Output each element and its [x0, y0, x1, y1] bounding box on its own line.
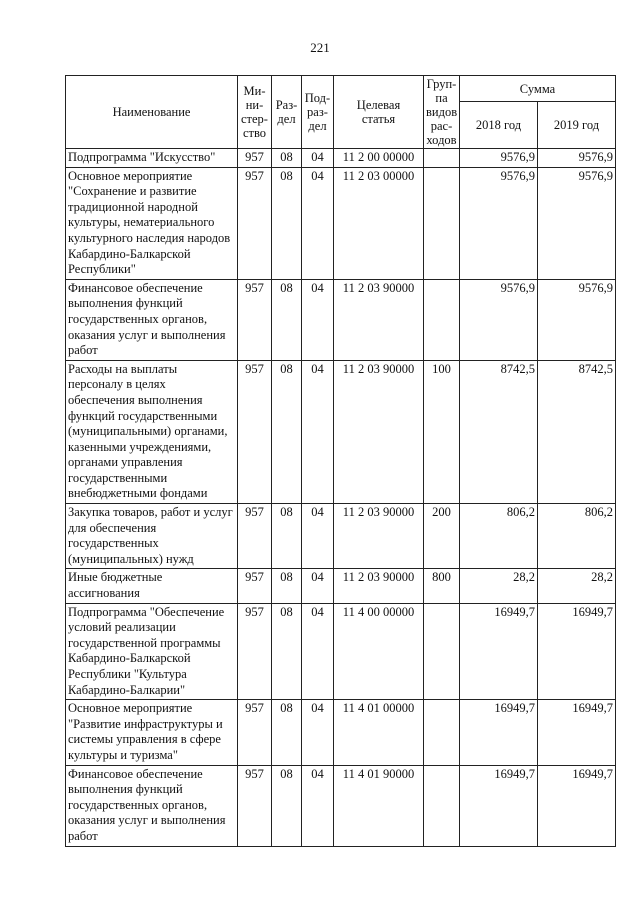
cell-subsection: 04: [302, 700, 334, 765]
cell-2019: 16949,7: [538, 700, 616, 765]
cell-group: [424, 700, 460, 765]
cell-ministry: 957: [238, 504, 272, 569]
cell-ministry: 957: [238, 279, 272, 360]
cell-subsection: 04: [302, 765, 334, 846]
cell-group: [424, 149, 460, 168]
cell-2018: 9576,9: [460, 149, 538, 168]
header-section: Раз- дел: [272, 76, 302, 149]
cell-ministry: 957: [238, 603, 272, 700]
cell-ministry: 957: [238, 700, 272, 765]
table-row: [66, 603, 616, 700]
cell-2018: 16949,7: [460, 700, 538, 765]
cell-name: Основное мероприятие "Сохранение и развитие традиционной народной культуры, нематериального культурного наследия народов Кабардино-Балкарской Республики": [66, 167, 238, 279]
cell-name: Основное мероприятие "Развитие инфраструктуры и системы управления в сфере культуры и туризма": [66, 700, 238, 765]
cell-section: 08: [272, 504, 302, 569]
cell-2018: 28,2: [460, 569, 538, 603]
table-row: [66, 149, 616, 168]
table-row: [66, 765, 616, 846]
cell-target: 11 4 01 00000: [334, 700, 424, 765]
header-group: Груп- па видов рас- ходов: [424, 76, 460, 149]
cell-target: 11 2 03 90000: [334, 360, 424, 503]
page-number: 221: [310, 40, 330, 55]
cell-name: Подпрограмма "Искусство": [66, 149, 238, 168]
table-row: [66, 569, 616, 603]
cell-2019: 8742,5: [538, 360, 616, 503]
cell-target: 11 4 00 00000: [334, 603, 424, 700]
cell-2019: 9576,9: [538, 149, 616, 168]
cell-name: Иные бюджетные ассигнования: [66, 569, 238, 603]
table-row: [66, 504, 616, 569]
header-year-2018: 2018 год: [460, 102, 538, 149]
cell-target: 11 2 03 90000: [334, 504, 424, 569]
cell-target: 11 2 03 90000: [334, 569, 424, 603]
cell-subsection: 04: [302, 167, 334, 279]
table-row: [66, 167, 616, 279]
header-ministry: Ми- ни- стер- ство: [238, 76, 272, 149]
cell-name: Финансовое обеспечение выполнения функций государственных органов, оказания услуг и выполнения работ: [66, 279, 238, 360]
cell-name: Финансовое обеспечение выполнения функций государственных органов, оказания услуг и выполнения работ: [66, 765, 238, 846]
table-row: [66, 360, 616, 503]
table-row: [66, 279, 616, 360]
cell-subsection: 04: [302, 149, 334, 168]
cell-target: 11 2 03 90000: [334, 279, 424, 360]
cell-subsection: 04: [302, 504, 334, 569]
cell-section: 08: [272, 360, 302, 503]
cell-name: Закупка товаров, работ и услуг для обеспечения государственных (муниципальных) нужд: [66, 504, 238, 569]
header-name: Наименование: [66, 76, 238, 149]
cell-subsection: 04: [302, 603, 334, 700]
cell-subsection: 04: [302, 360, 334, 503]
cell-target: 11 4 01 90000: [334, 765, 424, 846]
cell-section: 08: [272, 603, 302, 700]
cell-group: 200: [424, 504, 460, 569]
cell-2018: 8742,5: [460, 360, 538, 503]
cell-2019: 16949,7: [538, 603, 616, 700]
cell-ministry: 957: [238, 765, 272, 846]
header-subsection: Под- раз- дел: [302, 76, 334, 149]
cell-2018: 16949,7: [460, 603, 538, 700]
cell-section: 08: [272, 167, 302, 279]
cell-2019: 28,2: [538, 569, 616, 603]
cell-name: Подпрограмма "Обеспечение условий реализации государственной программы Кабардино-Балкарской Республики "Культура Кабардино-Балкарии": [66, 603, 238, 700]
budget-table: [65, 75, 616, 847]
header-target: Целевая статья: [334, 76, 424, 149]
table-row: [66, 700, 616, 765]
cell-group: [424, 765, 460, 846]
cell-2018: 9576,9: [460, 167, 538, 279]
cell-subsection: 04: [302, 569, 334, 603]
cell-section: 08: [272, 700, 302, 765]
cell-section: 08: [272, 149, 302, 168]
cell-section: 08: [272, 765, 302, 846]
cell-section: 08: [272, 569, 302, 603]
header-year-2019: 2019 год: [538, 102, 616, 149]
cell-2019: 806,2: [538, 504, 616, 569]
cell-subsection: 04: [302, 279, 334, 360]
cell-group: [424, 279, 460, 360]
cell-ministry: 957: [238, 569, 272, 603]
table-header: [66, 76, 616, 149]
cell-group: [424, 603, 460, 700]
table-body: [66, 149, 616, 847]
cell-name: Расходы на выплаты персоналу в целях обеспечения выполнения функций государственными (муниципальными) органами, казенными учреждениями, органами управления государственными внебюджетными фондами: [66, 360, 238, 503]
cell-group: 800: [424, 569, 460, 603]
cell-section: 08: [272, 279, 302, 360]
cell-2019: 16949,7: [538, 765, 616, 846]
cell-target: 11 2 00 00000: [334, 149, 424, 168]
cell-group: [424, 167, 460, 279]
cell-2019: 9576,9: [538, 167, 616, 279]
cell-2018: 16949,7: [460, 765, 538, 846]
cell-target: 11 2 03 00000: [334, 167, 424, 279]
cell-2018: 806,2: [460, 504, 538, 569]
cell-ministry: 957: [238, 167, 272, 279]
cell-group: 100: [424, 360, 460, 503]
cell-2018: 9576,9: [460, 279, 538, 360]
cell-ministry: 957: [238, 360, 272, 503]
header-sum: Сумма: [460, 76, 616, 102]
cell-2019: 9576,9: [538, 279, 616, 360]
cell-ministry: 957: [238, 149, 272, 168]
